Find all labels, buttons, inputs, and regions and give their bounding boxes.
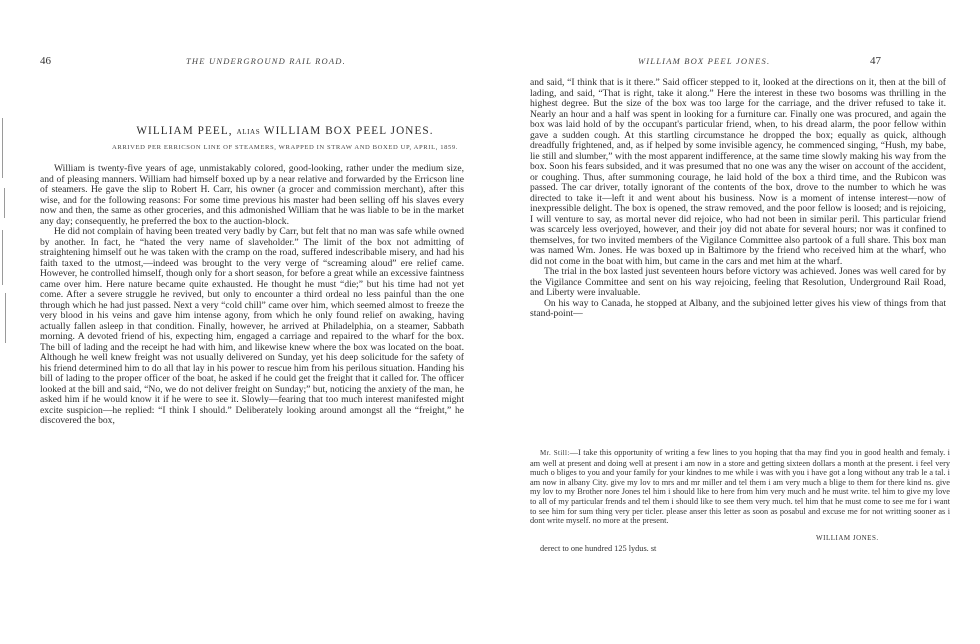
- page-number: 47: [870, 55, 881, 67]
- right-body-text: [530, 78, 946, 320]
- running-head: THE UNDERGROUND RAIL ROAD.: [186, 56, 346, 66]
- paragraph: He did not complain of having been treated very badly by Carr, but felt that no man was safe while owned by another. In fact, he “hated the very name of slaveholder.” The limit of the box not admitting of straightening himself out he was taken with the cramp on the road, suffered indescribable misery, and had his faith taxed to the utmost,—indeed was brought to the very verge of “screaming aloud” ere relief came. However, he controlled himself, though only for a short season, for before a great while an excessive faintness came over him. Here nature became quite exhausted. He thought he must “die;” but his time had not yet come. After a severe struggle he revived, but only to encounter a third ordeal no less painful than the one through which he had just passed. Next a very “cold chill” came over him, which seemed almost to freeze the very blood in his veins and gave him intense agony, from which he only found relief on awaking, having actually fallen asleep in that condition. Finally, however, he arrived at Philadelphia, on a steamer, Sabbath morning. A devoted friend of his, expecting him, engaged a carriage and repaired to the wharf for the box. The bill of lading and the receipt he had with him, and likewise knew where the box was located on the boat. Although he well knew freight was not usually delivered on Sunday, yet his deep solicitude for the safety of his friend determined him to do all that lay in his power to rescue him from his perilous situation. Handing his bill of lading to the proper officer of the boat, he asked if he could get the freight that it called for. The officer looked at the bill and said, “No, we do not deliver freight on Sunday;” but, noticing the anxiety of the man, he asked him if he would know it if he were to see it. Slowly—fearing that too much interest manifested might excite suspicion—he replied: “I think I should.” Deliberately looking around amongst all the “freight,” he discovered the box,: [40, 226, 464, 426]
- left-body-text: [40, 164, 464, 427]
- paragraph: and said, “I think that is it there.” Said officer stepped to it, looked at the directions on it, then at the bill of lading, and said, “That is right, take it along.” Here the interest in these two bosoms was thrilling in the highest degree. But the size of the box was too large for the carriage, and the driver refused to take it. Nearly an hour and a half was spent in looking for a furniture car. Finally one was procured, and again the box was laid hold of by the occupant's particular friend, when, to his dread alarm, the poor fellow within gave a sudden cough. At this startling circumstance he dropped the box; equally as quick, although dreadfully frightened, and, as if helped by some invisible agency, he commenced singing, “Hush, my babe, lie still and slumber,” with the most apparent indifference, at the same time slowly making his way from the box. Soon his fears subsided, and it was presumed that no one was any the wiser on account of the accident, or coughing. Thus, after summoning courage, he laid hold of the box a third time, and the Rubicon was passed. The car driver, totally ignorant of the contents of the box, drove to the number to which he was directed to take it—left it and went about his business. Now is a moment of intense interest—now of inexpressible delight. The box is opened, the straw removed, and the poor fellow is loosed; and is rejoicing, I will venture to say, as mortal never did rejoice, who had not been in similar peril. This particular friend was scarcely less overjoyed, however, and their joy did not abate for several hours; nor was it confined to themselves, for two invited members of the Vigilance Committee also partook of a full share. This box man was named Wm. Jones. He was boxed up in Baltimore by the friend who received him at the wharf, who did not come in the boat with him, but came in the cars and met him at the wharf.: [530, 77, 946, 267]
- letter-body: —I take this opportunity of writing a few lines to you hoping that tha may find you in good health and femaly. i am well at present and doing well at present i am now in a store and getting sixteen dollars a month at the present. i feel very much o bliges to you and your family for your kindnes to me while i was with you i have got a long without any trab le a tal. i am now in albany City. give my lov to mrs and mr miller and tel them i am very much a blige to them for there kind ns. give my lov to my Brother nore Jones tel him i should like to here from him very much and he must write. tel him to give my love to all of my particular frends and tel them i should like to see them very much. tel him that he must come to see me for i want to see him for sum thing very per ticler. please anser this letter as soon as posabul and excuse me for not writting sooner as i dont write myself. no more at the present.: [530, 448, 950, 526]
- page-number: 46: [40, 55, 51, 67]
- letter-block: [530, 448, 950, 526]
- running-head: WILLIAM BOX PEEL JONES.: [638, 56, 771, 66]
- letter-signature: WILLIAM JONES.: [816, 534, 879, 542]
- binding-marks: [2, 118, 8, 348]
- letter-address: derect to one hundred 125 lydus. st: [540, 544, 657, 553]
- chapter-subtitle: ARRIVED PER ERRICSON LINE OF STEAMERS, WRAPPED IN STRAW AND BOXED UP, APRIL, 1859.: [111, 144, 459, 151]
- paragraph: William is twenty-five years of age, unmistakably colored, good-looking, rather under the medium size, and of pleasing manners. William had himself boxed up by a near relative and forwarded by the Erricson line of steamers. He gave the slip to Robert H. Carr, his owner (a grocer and commission merchant), after this wise, and for the following reasons: For some time previous his master had been selling off his slaves every now and then, the same as other groceries, and this admonished William that he was liable to be in the market any day; consequently, he preferred the box to the auction-block.: [40, 163, 464, 227]
- letter-salutation: Mr. Still:: [540, 449, 570, 457]
- chapter-title: WILLIAM PEEL, ALIAS WILLIAM BOX PEEL JONES.: [136, 125, 434, 137]
- paragraph: The trial in the box lasted just seventeen hours before victory was achieved. Jones was well cared for by the Vigilance Committee and sent on his way rejoicing, feeling that Resolution, Underground Rail Road, and Liberty were invaluable.: [530, 266, 946, 298]
- right-page: [490, 0, 980, 644]
- paragraph: On his way to Canada, he stopped at Albany, and the subjoined letter gives his view of things from that stand-point—: [530, 297, 946, 319]
